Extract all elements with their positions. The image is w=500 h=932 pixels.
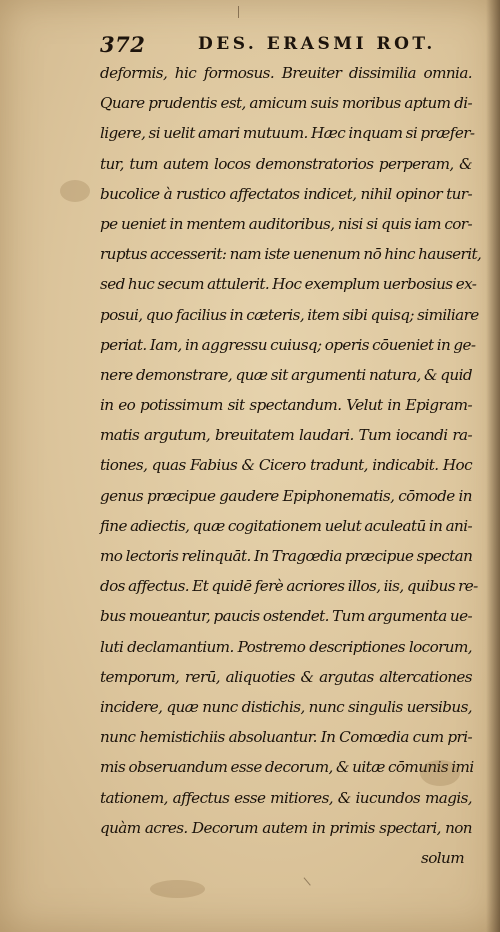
text-line: mis obseruandum esse decorum, & uitæ cōmunis imi (100, 758, 474, 777)
text-line: sed huc secum attulerit. Hoc exemplum uerbosius ex- (100, 275, 477, 294)
page-gutter-shadow (486, 0, 500, 932)
text-line: Quare prudentis est, amicum suis moribus aptum di- (100, 94, 472, 113)
text-line: matis argutum, breuitatem laudari. Tum iocandi ra- (100, 426, 472, 445)
text-line: periat. Iam, in aggressu cuiusq; operis cōueniet in ge- (100, 335, 476, 354)
text-line: genus præcipue gaudere Epiphonematis, cōmode in (100, 486, 472, 505)
paper-stain (60, 180, 90, 202)
running-head: DES. ERASMI ROT. (198, 34, 436, 54)
text-line: nere demonstrare, quæ sit argumenti natura, & quid (100, 365, 472, 384)
text-line: tationem, affectus esse mitiores, & iucundos magis, (100, 788, 472, 807)
text-line: tur, tum autem locos demonstratorios perperam, & (100, 154, 472, 173)
paper-stain (150, 880, 205, 898)
text-line: deformis, hic formosus. Breuiter dissimilia omnia. (100, 64, 472, 82)
catchword: solum (421, 848, 464, 867)
text-line: bus moueantur, paucis ostendet. Tum argumenta ue- (100, 607, 472, 626)
body-text (100, 58, 482, 873)
text-line: mo lectoris relinquāt. In Tragœdia præcipue spectan (100, 547, 473, 565)
text-line: luti declamantium. Postremo descriptiones locorum, (100, 637, 472, 656)
page-number: 372 (100, 32, 146, 57)
text-line: dos affectus. Et quidē ferè acriores illos, iis, quibus re- (100, 577, 478, 596)
text-line: ruptus accesserit: nam iste uenenum nō hinc hauserit, (100, 245, 482, 264)
text-line: in eo potissimum sit spectandum. Velut in Epigram- (100, 396, 472, 415)
text-line: bucolice à rustico affectatos indicet, nihil opinor tur- (100, 184, 472, 203)
text-line: incidere, quæ nunc distichis, nunc singulis uersibus, (100, 697, 472, 716)
paper-stain (420, 760, 460, 786)
text-line: pe ueniet in mentem auditoribus, nisi si quis iam cor- (100, 214, 472, 233)
text-line: temporum, rerū, aliquoties & argutas altercationes (100, 667, 472, 686)
page-header (100, 28, 470, 58)
text-line: posui, quo facilius in cæteris, item sibi quisq; similiare (100, 305, 479, 324)
text-line: ligere, si uelit amari mutuum. Hæc inquam si præfer- (100, 124, 475, 143)
text-line: fine adiectis, quæ cogitationem uelut aculeatū in ani- (100, 516, 472, 535)
margin-mark (238, 6, 239, 18)
text-line: quàm acres. Decorum autem in primis spectari, non (100, 818, 472, 837)
text-line: tiones, quas Fabius & Cicero tradunt, indicabit. Hoc (100, 456, 472, 475)
text-line: nunc hemistichiis absoluantur. In Comœdia cum pri- (100, 728, 472, 747)
